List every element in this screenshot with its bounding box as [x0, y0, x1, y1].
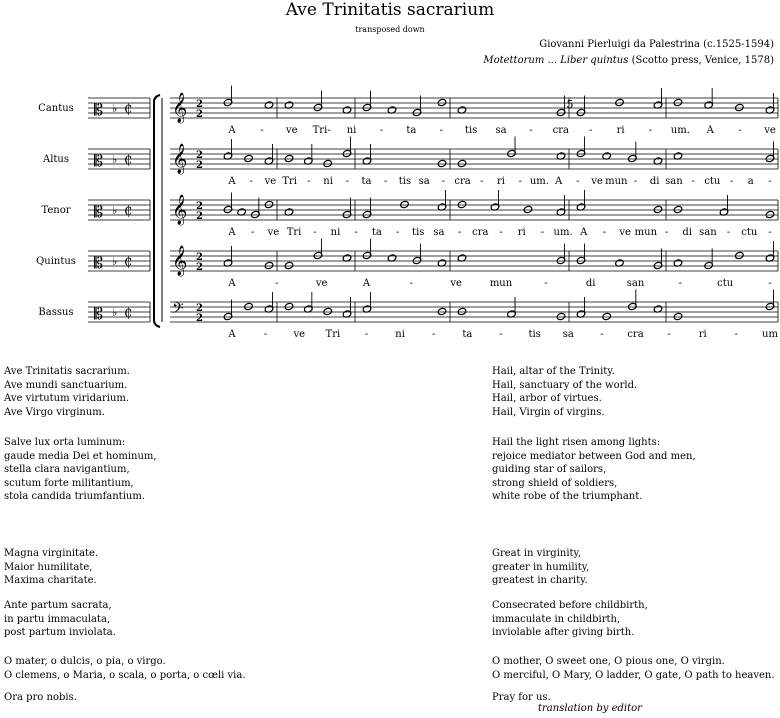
lyric-syllable: cra: [552, 125, 569, 136]
english-text-line: Hail, Virgin of virgins.: [492, 406, 605, 418]
latin-text-line: Ave Virgo virginum.: [4, 406, 105, 418]
lyric-syllable: ta: [462, 329, 473, 340]
latin-text-line: Ave Trinitatis sacrarium.: [4, 366, 130, 377]
note-head: [264, 200, 274, 208]
note-head: [323, 159, 333, 167]
english-text-line: Hail, arbor of virtues.: [492, 393, 602, 404]
note-head: [735, 103, 745, 111]
lyric-syllable: -: [249, 176, 253, 187]
lyric-syllable: di: [649, 176, 660, 187]
lyric-syllable: Tri-: [312, 125, 331, 136]
time-signature-bottom: 2: [196, 160, 203, 171]
latin-text-line: post partum inviolata.: [4, 627, 116, 638]
lyric-syllable: -: [275, 278, 279, 289]
lyric-syllable: -: [576, 176, 580, 187]
lyric-syllable: -: [768, 227, 772, 238]
lyric-syllable: Tri: [286, 227, 302, 238]
lyric-syllable: A: [228, 278, 236, 289]
lyric-syllable: mun: [634, 227, 658, 238]
lyric-syllable: -: [441, 176, 446, 187]
treble-clef: 𝄞: [172, 93, 188, 123]
staff-start: [164, 197, 170, 223]
lyric-syllable: ctu: [704, 176, 721, 187]
lyric-syllable: Tri: [282, 176, 297, 187]
lyric-syllable: -: [354, 227, 358, 238]
note-head: [673, 98, 683, 106]
measure-number: 5: [566, 98, 574, 111]
lyric-syllable: mun: [605, 176, 628, 187]
latin-text-line: Ante partum sacrata,: [4, 600, 112, 611]
lyric-syllable: A: [362, 278, 371, 289]
note-head: [323, 307, 333, 315]
staff-start: [164, 299, 170, 325]
time-signature-top: 2: [196, 303, 203, 314]
staff-start: [164, 95, 170, 121]
note-head: [284, 261, 294, 269]
lyric-syllable: tis: [412, 227, 425, 238]
lyric-syllable: -: [260, 125, 264, 136]
lyric-syllable: cra: [472, 227, 489, 238]
note-head: [556, 312, 566, 320]
voice-name: Tenor: [41, 205, 71, 216]
treble-clef: 𝄞: [172, 195, 188, 225]
lyric-syllable: sa: [495, 125, 507, 136]
lyric-syllable: -: [678, 278, 683, 289]
lyric-syllable: -: [768, 278, 772, 289]
lyric-syllable: ni: [395, 329, 405, 340]
lyric-syllable: di: [682, 227, 693, 238]
lyric-syllable: -: [263, 329, 268, 340]
lyric-syllable: -: [667, 329, 671, 340]
mensuration-sign: ₵: [124, 153, 133, 168]
lyric-syllable: -: [529, 125, 533, 136]
lyric-syllable: A: [555, 176, 563, 187]
key-signature-flat: ♭: [112, 204, 118, 217]
mensuration-sign: ₵: [124, 255, 133, 270]
lyric-syllable: mun: [489, 278, 513, 289]
lyric-syllable: -: [307, 176, 311, 187]
lyric-syllable: ve: [293, 329, 306, 340]
english-text-line: strong shield of soldiers,: [492, 477, 618, 489]
lyric-syllable: ve: [267, 227, 280, 238]
lyric-syllable: -: [364, 329, 369, 340]
lyric-syllable: A: [228, 125, 236, 136]
lyric-syllable: ri: [517, 227, 526, 238]
latin-text-line: Ave mundi sanctuarium.: [4, 379, 128, 391]
lyric-syllable: ve: [264, 176, 277, 187]
time-signature-bottom: 2: [196, 211, 203, 222]
source-publisher: (Scotto press, Venice, 1578): [628, 55, 774, 66]
lyric-syllable: di: [585, 278, 596, 289]
lyric-syllable: -: [691, 176, 695, 187]
treble-clef: 𝄞: [172, 144, 188, 174]
key-signature-flat: ♭: [112, 102, 118, 115]
english-text-line: Hail, altar of the Trinity.: [492, 366, 615, 377]
latin-text-line: scutum forte militantium,: [4, 477, 134, 489]
lyric-syllable: ve: [591, 176, 603, 187]
lyric-syllable: -: [734, 329, 739, 340]
lyric-syllable: a: [747, 176, 754, 187]
lyric-syllable: ve: [285, 125, 298, 136]
mensuration-sign: ₵: [124, 204, 133, 219]
lyric-syllable: A: [580, 227, 588, 238]
voice-name: Altus: [42, 154, 70, 165]
lyric-syllable: ve: [619, 227, 631, 238]
staff-start: [164, 146, 170, 172]
latin-text-line: Magna virginitate.: [4, 548, 99, 559]
lyric-syllable: -: [432, 329, 436, 340]
lyric-syllable: -: [439, 125, 443, 136]
lyric-syllable: tis: [528, 329, 541, 340]
source-title: Motettorum ... Liber quintus: [483, 55, 629, 66]
lyric-syllable: -: [480, 176, 484, 187]
note-head: [264, 261, 274, 269]
latin-text-line: gaude media Dei et hominum,: [4, 450, 157, 462]
note-head: [457, 307, 467, 315]
lyric-syllable: -: [729, 176, 734, 187]
note-head: [673, 312, 683, 320]
note-head: [437, 307, 447, 315]
lyric-syllable: -: [540, 227, 545, 238]
voice-name: Bassus: [38, 307, 74, 318]
latin-text-line: Ave virtutum viridarium.: [4, 393, 130, 404]
lyric-syllable: -: [648, 125, 653, 136]
clef-mark: 𝄡: [94, 151, 103, 170]
english-text-line: white robe of the triumphant.: [492, 491, 643, 502]
lyric-syllable: -: [457, 227, 462, 238]
english-text-line: Pray for us.: [492, 692, 551, 703]
system-bracket: [154, 95, 160, 327]
note-head: [437, 159, 447, 167]
clef-mark: 𝄡: [94, 304, 103, 323]
lyric-syllable: Tri: [325, 329, 341, 340]
lyric-syllable: -: [768, 176, 772, 187]
latin-text-line: Ora pro nobis.: [4, 692, 77, 703]
latin-text-line: stola candida triumfantium.: [4, 491, 145, 502]
note-head: [244, 302, 254, 310]
lyric-syllable: -: [499, 227, 503, 238]
note-head: [765, 210, 775, 218]
english-text-line: Hail, sanctuary of the world.: [492, 379, 638, 391]
latin-text-line: O clemens, o Maria, o scala, o porta, o cœli via.: [4, 669, 246, 681]
lyric-syllable: um.: [529, 176, 549, 187]
lyric-syllable: -: [313, 227, 317, 238]
lyric-syllable: -: [250, 227, 255, 238]
lyric-syllable: cra: [454, 176, 471, 187]
latin-text-line: O mater, o dulcis, o pia, o virgo.: [4, 656, 166, 667]
lyric-syllable: cra: [627, 329, 644, 340]
lyric-syllable: -: [518, 176, 522, 187]
lyric-syllable: ctu: [717, 278, 734, 289]
mensuration-sign: ₵: [124, 102, 133, 117]
lyric-syllable: ta: [361, 176, 372, 187]
time-signature-top: 2: [196, 99, 203, 110]
latin-text-line: stella clara navigantium,: [4, 464, 130, 475]
note-head: [673, 205, 683, 213]
lyric-syllable: -: [544, 278, 548, 289]
lyric-syllable: -: [600, 329, 604, 340]
lyric-syllable: -: [384, 176, 388, 187]
clef-mark: 𝄡: [94, 253, 103, 272]
voice-name: Cantus: [38, 103, 74, 114]
lyric-syllable: ve: [764, 125, 776, 136]
english-text-line: Great in virginity,: [492, 548, 582, 559]
note-head: [284, 154, 294, 162]
note-head: [653, 205, 663, 213]
lyric-syllable: A: [706, 125, 714, 136]
lyric-syllable: -: [726, 227, 731, 238]
lyric-syllable: -: [409, 278, 414, 289]
lyric-syllable: san: [699, 227, 717, 238]
note-head: [284, 302, 294, 310]
lyric-syllable: ni: [323, 176, 333, 187]
treble-clef: 𝄞: [172, 246, 188, 276]
lyric-syllable: um.: [553, 227, 573, 238]
time-signature-bottom: 2: [196, 313, 203, 324]
bass-clef: 𝄢: [172, 300, 184, 321]
lyric-syllable: -: [395, 227, 400, 238]
note-head: [735, 251, 745, 259]
english-text-line: immaculate in childbirth,: [492, 613, 621, 625]
lyric-syllable: ctu: [741, 227, 758, 238]
time-signature-top: 2: [196, 252, 203, 263]
lyric-syllable: A: [228, 329, 236, 340]
note-head: [457, 200, 467, 208]
english-text-line: Hail the light risen among lights:: [492, 437, 661, 448]
lyric-syllable: sa: [433, 227, 445, 238]
lyric-syllable: um: [762, 329, 778, 340]
key-signature-flat: ♭: [112, 255, 118, 268]
note-head: [244, 154, 254, 162]
lyric-syllable: san: [665, 176, 683, 187]
translation-credit: translation by editor: [538, 703, 642, 714]
note-head: [602, 312, 612, 320]
latin-text-line: Maxima charitate.: [4, 575, 97, 586]
note-head: [457, 159, 467, 167]
lyric-syllable: um.: [670, 125, 690, 136]
lyric-syllable: ri: [497, 176, 505, 187]
voice-name: Quintus: [36, 256, 76, 267]
lyric-syllable: sa: [418, 176, 430, 187]
time-signature-top: 2: [196, 201, 203, 212]
lyric-syllable: ve: [315, 278, 328, 289]
lyric-syllable: -: [664, 227, 669, 238]
english-text-line: rejoice mediator between God and men,: [492, 450, 696, 462]
note-head: [400, 200, 410, 208]
mensuration-sign: ₵: [124, 306, 133, 321]
lyric-syllable: ta: [371, 227, 382, 238]
english-text-line: guiding star of sailors,: [492, 464, 607, 475]
lyric-syllable: A: [228, 176, 236, 187]
lyric-syllable: ri: [616, 125, 625, 136]
note-head: [523, 205, 533, 213]
time-signature-bottom: 2: [196, 262, 203, 273]
latin-text-line: in partu immaculata,: [4, 613, 111, 625]
page-subtitle: transposed down: [355, 25, 425, 34]
lyric-syllable: -: [602, 227, 607, 238]
english-text-line: O mother, O sweet one, O pious one, O virgin.: [492, 656, 725, 667]
staff-start: [164, 248, 170, 274]
lyric-syllable: tis: [464, 125, 478, 136]
english-text-line: greater in humility,: [492, 561, 590, 573]
english-text-line: greatest in charity.: [492, 575, 588, 586]
english-text-line: Consecrated before childbirth,: [492, 600, 648, 611]
english-text-line: O merciful, O Mary, O ladder, O gate, O path to heaven.: [492, 669, 775, 681]
lyric-syllable: -: [345, 176, 349, 187]
clef-mark: 𝄡: [94, 202, 103, 221]
lyric-syllable: A: [228, 227, 236, 238]
key-signature-flat: ♭: [112, 306, 118, 319]
composer-credit: Giovanni Pierluigi da Palestrina (c.1525-1594): [539, 39, 774, 50]
note-head: [615, 98, 625, 106]
clef-mark: 𝄡: [94, 100, 103, 119]
lyric-syllable: ri: [698, 329, 707, 340]
lyric-syllable: -: [379, 125, 384, 136]
lyric-syllable: -: [499, 329, 503, 340]
note-head: [437, 98, 447, 106]
lyric-syllable: san: [626, 278, 645, 289]
lyric-syllable: ni: [346, 125, 357, 136]
page-title: Ave Trinitatis sacrarium: [285, 0, 495, 20]
lyric-syllable: sa: [562, 329, 574, 340]
english-text-line: inviolable after giving birth.: [492, 627, 635, 638]
latin-text-line: Maior humilitate,: [4, 561, 93, 573]
lyric-syllable: -: [633, 176, 638, 187]
lyric-syllable: -: [738, 125, 742, 136]
key-signature-flat: ♭: [112, 153, 118, 166]
lyric-syllable: ta: [406, 125, 417, 136]
lyric-syllable: ve: [450, 278, 462, 289]
latin-text-line: Salve lux orta luminum:: [4, 437, 126, 448]
time-signature-top: 2: [196, 150, 203, 161]
lyric-syllable: tis: [398, 176, 412, 187]
time-signature-bottom: 2: [196, 109, 203, 120]
lyric-syllable: ni: [330, 227, 341, 238]
lyric-syllable: -: [588, 125, 593, 136]
